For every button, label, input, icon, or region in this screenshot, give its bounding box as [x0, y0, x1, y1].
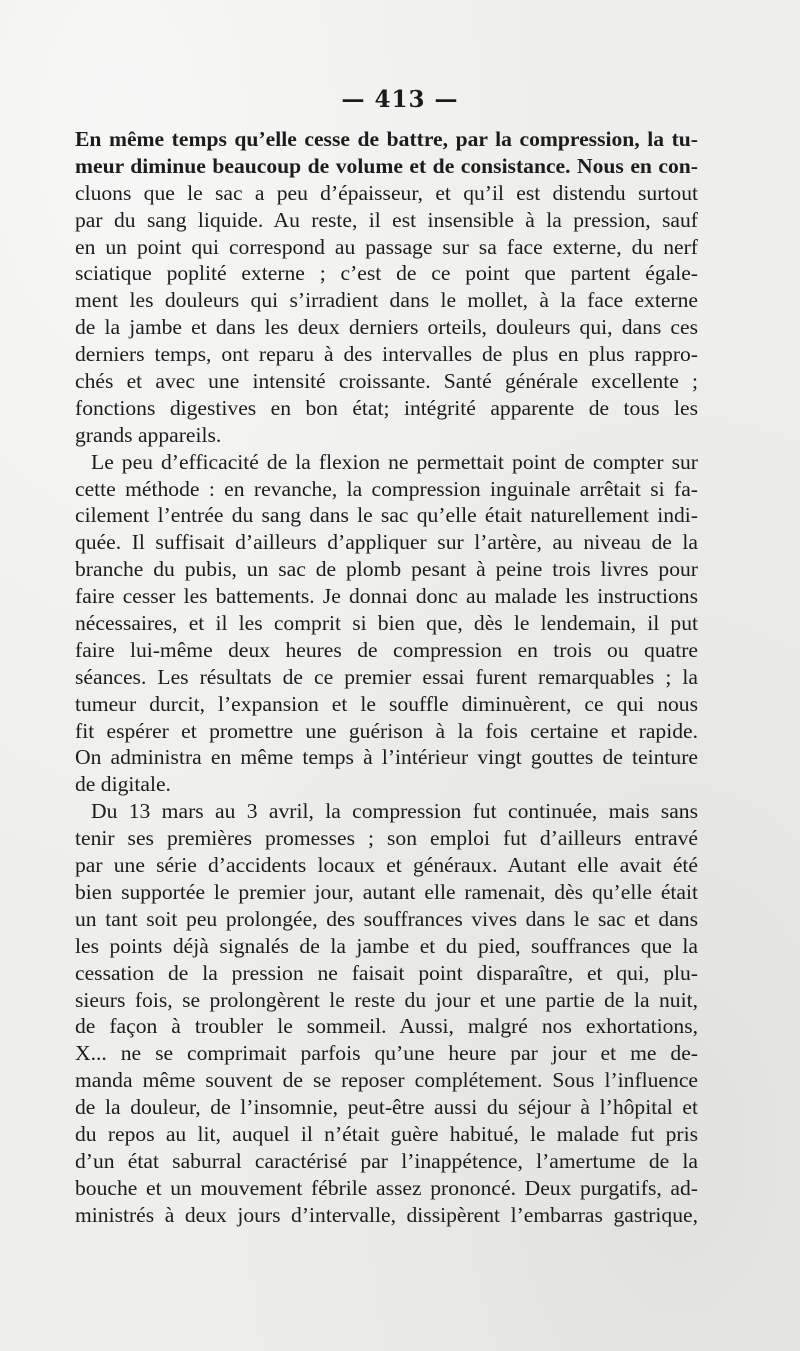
text-line: tumeur durcit, l’expansion et le souffle diminuèrent, ce qui nous — [75, 691, 698, 716]
text-line: X... ne se comprimait parfois qu’une heure par jour et me de- — [75, 1041, 698, 1066]
text-line: bien supportée le premier jour, autant elle ramenait, dès qu’elle était — [75, 879, 698, 904]
text-line: grands appareils. — [75, 422, 222, 447]
text-line: ment les douleurs qui s’irradient dans le mollet, à la face externe — [75, 288, 698, 313]
text-line: chés et avec une intensité croissante. Santé générale excellente ; — [75, 369, 698, 394]
text-line: manda même souvent de se reposer complétement. Sous l’influence — [75, 1068, 698, 1093]
text-line: cluons que le sac a peu d’épaisseur, et qu’il est distendu surtout — [75, 180, 698, 205]
text-line: quée. Il suffisait d’ailleurs d’appliquer sur l’artère, au niveau de la — [75, 530, 698, 555]
text-line: sciatique poplité externe ; c’est de ce point que partent égale- — [75, 261, 698, 286]
text-line: branche du pubis, un sac de plomb pesant à peine trois livres pour — [75, 557, 698, 582]
text-line: de la jambe et dans les deux derniers orteils, douleurs qui, dans ces — [75, 315, 698, 340]
text-line: de digitale. — [75, 772, 171, 797]
text-line: cette méthode : en revanche, la compression inguinale arrêtait si fa- — [75, 476, 698, 501]
text-line: meur diminue beaucoup de volume et de consistance. Nous en con- — [75, 153, 698, 178]
text-line: Le peu d’efficacité de la flexion ne permettait point de compter sur — [91, 449, 698, 474]
text-line: du repos au lit, auquel il n’était guère habitué, le malade fut pris — [75, 1121, 698, 1146]
text-line: en un point qui correspond au passage sur sa face externe, du nerf — [75, 234, 698, 259]
text-line: sieurs fois, se prolongèrent le reste du jour et une partie de la nuit, — [75, 987, 698, 1012]
text-line: par du sang liquide. Au reste, il est insensible à la pression, sauf — [75, 207, 698, 232]
text-line: de la douleur, de l’insomnie, peut-être aussi du séjour à l’hôpital et — [75, 1095, 698, 1120]
text-line: nécessaires, et il les comprit si bien que, dès le lendemain, il put — [75, 611, 698, 636]
text-line: les points déjà signalés de la jambe et du pied, souffrances que la — [75, 933, 698, 958]
text-line: par une série d’accidents locaux et généraux. Autant elle avait été — [75, 853, 698, 878]
text-line: d’un état saburral caractérisé par l’inappétence, l’amertume de la — [75, 1148, 698, 1173]
text-line: cessation de la pression ne faisait point disparaître, et qui, plu- — [75, 960, 698, 985]
body-text — [75, 126, 698, 1229]
text-line: fit espérer et promettre une guérison à la fois certaine et rapide. — [75, 718, 698, 743]
text-line: faire cesser les battements. Je donnai donc au malade les instructions — [75, 584, 698, 609]
text-line: un tant soit peu prolongée, des souffrances vives dans le sac et dans — [75, 906, 698, 931]
text-line: tenir ses premières promesses ; son emploi fut d’ailleurs entravé — [75, 826, 698, 851]
paragraph — [75, 449, 698, 799]
text-line: On administra en même temps à l’intérieur vingt gouttes de teinture — [75, 745, 698, 770]
text-line: fonctions digestives en bon état; intégrité apparente de tous les — [75, 395, 698, 420]
text-line: ministrés à deux jours d’intervalle, dissipèrent l’embarras gastrique, — [75, 1202, 698, 1227]
text-line: derniers temps, ont reparu à des intervalles de plus en plus rappro- — [75, 342, 698, 367]
page-number: — 413 — — [341, 86, 459, 113]
paragraph — [75, 126, 698, 449]
text-line: Du 13 mars au 3 avril, la compression fut continuée, mais sans — [91, 799, 698, 824]
text-line: En même temps qu’elle cesse de battre, par la compression, la tu- — [75, 127, 698, 151]
text-line: cilement l’entrée du sang dans le sac qu’elle était naturellement indi- — [75, 503, 698, 528]
text-line: bouche et un mouvement fébrile assez prononcé. Deux purgatifs, ad- — [75, 1175, 698, 1200]
text-line: faire lui-même deux heures de compression en trois ou quatre — [75, 637, 698, 662]
text-line: de façon à troubler le sommeil. Aussi, malgré nos exhortations, — [75, 1014, 698, 1039]
text-line: séances. Les résultats de ce premier essai furent remarquables ; la — [75, 664, 698, 689]
paragraph — [75, 798, 698, 1228]
